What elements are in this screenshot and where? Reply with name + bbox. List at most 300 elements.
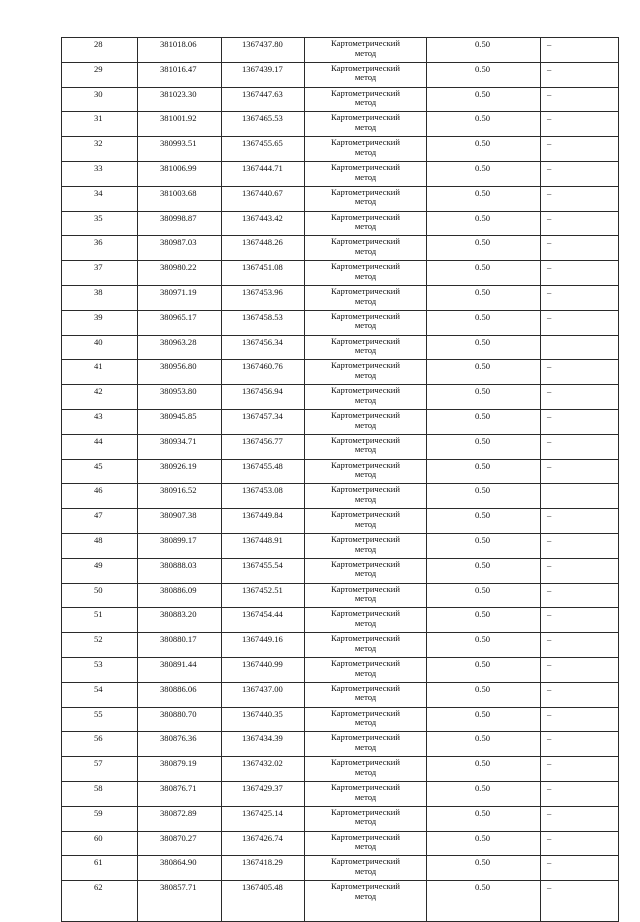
method-text-line: метод — [354, 97, 377, 108]
accuracy-cell: 0.50 — [427, 261, 541, 286]
y-coordinate-cell: 1367440.99 — [222, 657, 305, 682]
note-cell: – — [541, 137, 619, 162]
note-cell: – — [541, 707, 619, 732]
method-text-line: метод — [354, 493, 377, 504]
x-coordinate-cell: 381003.68 — [138, 186, 222, 211]
y-coordinate-cell: 1367455.65 — [222, 137, 305, 162]
note-cell: – — [541, 831, 619, 856]
method-text-line: Картометрический — [331, 831, 400, 842]
method-text-line: Картометрический — [331, 459, 400, 470]
point-number-cell: 60 — [62, 831, 138, 856]
x-coordinate-cell: 380916.52 — [138, 484, 222, 509]
x-coordinate-cell: 380876.71 — [138, 781, 222, 806]
y-coordinate-cell: 1367456.77 — [222, 434, 305, 459]
method-text-line: Картометрический — [331, 806, 400, 817]
method-cell — [305, 707, 427, 732]
table-row — [62, 186, 619, 211]
x-coordinate-cell: 380987.03 — [138, 236, 222, 261]
accuracy-cell: 0.50 — [427, 856, 541, 881]
note-cell: – — [541, 236, 619, 261]
method-text-line: Картометрический — [331, 62, 400, 73]
y-coordinate-cell: 1367458.53 — [222, 310, 305, 335]
method-cell — [305, 459, 427, 484]
accuracy-cell: 0.50 — [427, 608, 541, 633]
method-text-line: Картометрический — [331, 385, 400, 396]
method-text-line: метод — [354, 890, 377, 901]
table-row — [62, 87, 619, 112]
y-coordinate-cell: 1367460.76 — [222, 360, 305, 385]
y-coordinate-cell: 1367440.35 — [222, 707, 305, 732]
note-cell: – — [541, 657, 619, 682]
accuracy-cell: 0.50 — [427, 533, 541, 558]
accuracy-cell: 0.50 — [427, 87, 541, 112]
note-cell: – — [541, 310, 619, 335]
point-number-cell: 58 — [62, 781, 138, 806]
y-coordinate-cell: 1367448.26 — [222, 236, 305, 261]
accuracy-cell: 0.50 — [427, 360, 541, 385]
method-text-line: метод — [354, 568, 377, 579]
y-coordinate-cell: 1367440.67 — [222, 186, 305, 211]
method-text-line: Картометрический — [331, 261, 400, 272]
table-row — [62, 409, 619, 434]
table-row — [62, 310, 619, 335]
method-text-line: Картометрический — [331, 87, 400, 98]
x-coordinate-cell: 380879.19 — [138, 757, 222, 782]
method-text-line: метод — [354, 642, 377, 653]
table-row — [62, 112, 619, 137]
y-coordinate-cell: 1367453.96 — [222, 285, 305, 310]
method-text-line: Картометрический — [331, 484, 400, 495]
method-text-line: Картометрический — [331, 236, 400, 247]
method-cell — [305, 806, 427, 831]
accuracy-cell: 0.50 — [427, 62, 541, 87]
point-number-cell: 38 — [62, 285, 138, 310]
method-text-line: метод — [354, 146, 377, 157]
y-coordinate-cell: 1367457.34 — [222, 409, 305, 434]
method-cell — [305, 583, 427, 608]
y-coordinate-cell: 1367452.51 — [222, 583, 305, 608]
method-cell — [305, 434, 427, 459]
x-coordinate-cell: 380998.87 — [138, 211, 222, 236]
point-number-cell: 54 — [62, 682, 138, 707]
table-row — [62, 385, 619, 410]
method-text-line: Картометрический — [331, 137, 400, 148]
point-number-cell: 46 — [62, 484, 138, 509]
method-cell — [305, 38, 427, 63]
table-row — [62, 856, 619, 881]
method-text-line: метод — [354, 667, 377, 678]
y-coordinate-cell: 1367429.37 — [222, 781, 305, 806]
table-row — [62, 533, 619, 558]
table-row — [62, 633, 619, 658]
method-text-line: метод — [354, 121, 377, 132]
method-cell — [305, 608, 427, 633]
method-text-line: метод — [354, 171, 377, 182]
method-cell — [305, 831, 427, 856]
accuracy-cell: 0.50 — [427, 38, 541, 63]
point-number-cell: 37 — [62, 261, 138, 286]
method-text-line: метод — [354, 791, 377, 802]
x-coordinate-cell: 380886.09 — [138, 583, 222, 608]
accuracy-cell: 0.50 — [427, 161, 541, 186]
point-number-cell: 29 — [62, 62, 138, 87]
method-text-line: метод — [354, 469, 377, 480]
point-number-cell: 39 — [62, 310, 138, 335]
method-text-line: Картометрический — [331, 707, 400, 718]
method-text-line: метод — [354, 221, 377, 232]
note-cell: – — [541, 732, 619, 757]
method-cell — [305, 533, 427, 558]
note-cell: – — [541, 757, 619, 782]
method-text-line: Картометрический — [331, 657, 400, 668]
method-text-line: Картометрический — [331, 335, 400, 346]
method-cell — [305, 558, 427, 583]
method-text-line: Картометрический — [331, 434, 400, 445]
y-coordinate-cell: 1367439.17 — [222, 62, 305, 87]
coordinates-table — [61, 37, 619, 922]
point-number-cell: 34 — [62, 186, 138, 211]
method-cell — [305, 87, 427, 112]
x-coordinate-cell: 380945.85 — [138, 409, 222, 434]
note-cell: – — [541, 608, 619, 633]
method-text-line: метод — [354, 593, 377, 604]
note-cell: – — [541, 112, 619, 137]
point-number-cell: 49 — [62, 558, 138, 583]
method-text-line: метод — [354, 717, 377, 728]
y-coordinate-cell: 1367437.80 — [222, 38, 305, 63]
x-coordinate-cell: 380883.20 — [138, 608, 222, 633]
method-text-line: Картометрический — [331, 732, 400, 743]
note-cell: – — [541, 409, 619, 434]
method-text-line: метод — [354, 394, 377, 405]
method-cell — [305, 211, 427, 236]
y-coordinate-cell: 1367432.02 — [222, 757, 305, 782]
y-coordinate-cell: 1367405.48 — [222, 881, 305, 922]
method-cell — [305, 335, 427, 360]
method-text-line: метод — [354, 270, 377, 281]
x-coordinate-cell: 380926.19 — [138, 459, 222, 484]
point-number-cell: 51 — [62, 608, 138, 633]
method-cell — [305, 657, 427, 682]
accuracy-cell: 0.50 — [427, 459, 541, 484]
note-cell: – — [541, 87, 619, 112]
table-row — [62, 732, 619, 757]
table-row — [62, 484, 619, 509]
method-cell — [305, 509, 427, 534]
x-coordinate-cell: 380880.17 — [138, 633, 222, 658]
method-cell — [305, 682, 427, 707]
accuracy-cell: 0.50 — [427, 583, 541, 608]
method-text-line: Картометрический — [331, 38, 400, 48]
accuracy-cell: 0.50 — [427, 285, 541, 310]
y-coordinate-cell: 1367418.29 — [222, 856, 305, 881]
table-row — [62, 459, 619, 484]
method-cell — [305, 112, 427, 137]
method-text-line: метод — [354, 419, 377, 430]
table-row — [62, 831, 619, 856]
table-row — [62, 285, 619, 310]
table-row — [62, 806, 619, 831]
note-cell: – — [541, 533, 619, 558]
x-coordinate-cell: 380993.51 — [138, 137, 222, 162]
note-cell: – — [541, 459, 619, 484]
point-number-cell: 47 — [62, 509, 138, 534]
accuracy-cell: 0.50 — [427, 707, 541, 732]
table-row — [62, 62, 619, 87]
y-coordinate-cell: 1367425.14 — [222, 806, 305, 831]
method-text-line: Картометрический — [331, 608, 400, 619]
method-text-line: Картометрический — [331, 583, 400, 594]
method-cell — [305, 261, 427, 286]
note-cell — [541, 335, 619, 360]
method-cell — [305, 161, 427, 186]
note-cell: – — [541, 781, 619, 806]
note-cell: – — [541, 62, 619, 87]
y-coordinate-cell: 1367456.94 — [222, 385, 305, 410]
method-text-line: Картометрический — [331, 509, 400, 520]
method-text-line: метод — [354, 865, 377, 876]
accuracy-cell: 0.50 — [427, 657, 541, 682]
point-number-cell: 45 — [62, 459, 138, 484]
x-coordinate-cell: 380876.36 — [138, 732, 222, 757]
method-text-line: метод — [354, 47, 377, 58]
note-cell: – — [541, 38, 619, 63]
method-cell — [305, 385, 427, 410]
x-coordinate-cell: 381006.99 — [138, 161, 222, 186]
x-coordinate-cell: 380934.71 — [138, 434, 222, 459]
table-row — [62, 211, 619, 236]
x-coordinate-cell: 380886.06 — [138, 682, 222, 707]
point-number-cell: 53 — [62, 657, 138, 682]
note-cell: – — [541, 385, 619, 410]
method-text-line: Картометрический — [331, 781, 400, 792]
x-coordinate-cell: 380880.70 — [138, 707, 222, 732]
method-cell — [305, 484, 427, 509]
table-row — [62, 558, 619, 583]
accuracy-cell: 0.50 — [427, 335, 541, 360]
x-coordinate-cell: 380899.17 — [138, 533, 222, 558]
table-row — [62, 707, 619, 732]
y-coordinate-cell: 1367449.16 — [222, 633, 305, 658]
method-text-line: Картометрический — [331, 211, 400, 222]
note-cell: – — [541, 285, 619, 310]
y-coordinate-cell: 1367443.42 — [222, 211, 305, 236]
point-number-cell: 33 — [62, 161, 138, 186]
accuracy-cell: 0.50 — [427, 137, 541, 162]
table-row — [62, 236, 619, 261]
point-number-cell: 42 — [62, 385, 138, 410]
method-cell — [305, 409, 427, 434]
point-number-cell: 31 — [62, 112, 138, 137]
point-number-cell: 48 — [62, 533, 138, 558]
x-coordinate-cell: 380956.80 — [138, 360, 222, 385]
accuracy-cell: 0.50 — [427, 112, 541, 137]
accuracy-cell: 0.50 — [427, 682, 541, 707]
x-coordinate-cell: 380888.03 — [138, 558, 222, 583]
y-coordinate-cell: 1367456.34 — [222, 335, 305, 360]
point-number-cell: 57 — [62, 757, 138, 782]
method-text-line: метод — [354, 741, 377, 752]
accuracy-cell: 0.50 — [427, 409, 541, 434]
method-text-line: Картометрический — [331, 757, 400, 768]
method-text-line: Картометрический — [331, 161, 400, 172]
accuracy-cell: 0.50 — [427, 310, 541, 335]
point-number-cell: 30 — [62, 87, 138, 112]
note-cell: – — [541, 161, 619, 186]
y-coordinate-cell: 1367449.84 — [222, 509, 305, 534]
method-text-line: метод — [354, 196, 377, 207]
table-row — [62, 161, 619, 186]
point-number-cell: 52 — [62, 633, 138, 658]
y-coordinate-cell: 1367426.74 — [222, 831, 305, 856]
method-text-line: Картометрический — [331, 409, 400, 420]
point-number-cell: 61 — [62, 856, 138, 881]
x-coordinate-cell: 380907.38 — [138, 509, 222, 534]
note-cell: – — [541, 881, 619, 922]
y-coordinate-cell: 1367453.08 — [222, 484, 305, 509]
table-row — [62, 434, 619, 459]
x-coordinate-cell: 380953.80 — [138, 385, 222, 410]
table-row — [62, 583, 619, 608]
point-number-cell: 35 — [62, 211, 138, 236]
accuracy-cell: 0.50 — [427, 633, 541, 658]
method-text-line: метод — [354, 369, 377, 380]
x-coordinate-cell: 380857.71 — [138, 881, 222, 922]
table-row — [62, 781, 619, 806]
table-row — [62, 657, 619, 682]
method-text-line: метод — [354, 345, 377, 356]
table-row — [62, 608, 619, 633]
table-row — [62, 757, 619, 782]
point-number-cell: 43 — [62, 409, 138, 434]
accuracy-cell: 0.50 — [427, 186, 541, 211]
point-number-cell: 50 — [62, 583, 138, 608]
method-text-line: метод — [354, 543, 377, 554]
table-row — [62, 137, 619, 162]
table-row — [62, 509, 619, 534]
x-coordinate-cell: 380870.27 — [138, 831, 222, 856]
accuracy-cell: 0.50 — [427, 434, 541, 459]
method-text-line: метод — [354, 444, 377, 455]
method-cell — [305, 732, 427, 757]
point-number-cell: 40 — [62, 335, 138, 360]
coordinates-table-body — [62, 38, 619, 922]
note-cell: – — [541, 186, 619, 211]
y-coordinate-cell: 1367451.08 — [222, 261, 305, 286]
table-row — [62, 38, 619, 63]
x-coordinate-cell: 380980.22 — [138, 261, 222, 286]
x-coordinate-cell: 381018.06 — [138, 38, 222, 63]
accuracy-cell: 0.50 — [427, 757, 541, 782]
accuracy-cell: 0.50 — [427, 806, 541, 831]
point-number-cell: 62 — [62, 881, 138, 922]
method-text-line: Картометрический — [331, 360, 400, 371]
point-number-cell: 28 — [62, 38, 138, 63]
method-text-line: Картометрический — [331, 186, 400, 197]
accuracy-cell: 0.50 — [427, 236, 541, 261]
method-cell — [305, 781, 427, 806]
point-number-cell: 56 — [62, 732, 138, 757]
point-number-cell: 59 — [62, 806, 138, 831]
table-row — [62, 682, 619, 707]
y-coordinate-cell: 1367455.54 — [222, 558, 305, 583]
method-text-line: метод — [354, 320, 377, 331]
note-cell: – — [541, 856, 619, 881]
note-cell: – — [541, 509, 619, 534]
method-text-line: метод — [354, 617, 377, 628]
method-cell — [305, 137, 427, 162]
method-text-line: метод — [354, 295, 377, 306]
y-coordinate-cell: 1367444.71 — [222, 161, 305, 186]
method-text-line: Картометрический — [331, 285, 400, 296]
accuracy-cell: 0.50 — [427, 831, 541, 856]
method-cell — [305, 881, 427, 922]
note-cell: – — [541, 583, 619, 608]
note-cell: – — [541, 806, 619, 831]
note-cell: – — [541, 434, 619, 459]
method-cell — [305, 360, 427, 385]
accuracy-cell: 0.50 — [427, 732, 541, 757]
y-coordinate-cell: 1367437.00 — [222, 682, 305, 707]
y-coordinate-cell: 1367465.53 — [222, 112, 305, 137]
method-cell — [305, 310, 427, 335]
method-text-line: Картометрический — [331, 112, 400, 123]
table-row — [62, 261, 619, 286]
accuracy-cell: 0.50 — [427, 781, 541, 806]
x-coordinate-cell: 381023.30 — [138, 87, 222, 112]
accuracy-cell: 0.50 — [427, 509, 541, 534]
x-coordinate-cell: 380965.17 — [138, 310, 222, 335]
table-row — [62, 335, 619, 360]
y-coordinate-cell: 1367455.48 — [222, 459, 305, 484]
method-text-line: метод — [354, 692, 377, 703]
point-number-cell: 55 — [62, 707, 138, 732]
y-coordinate-cell: 1367434.39 — [222, 732, 305, 757]
method-cell — [305, 186, 427, 211]
method-text-line: Картометрический — [331, 310, 400, 321]
y-coordinate-cell: 1367448.91 — [222, 533, 305, 558]
method-text-line: метод — [354, 245, 377, 256]
x-coordinate-cell: 381001.92 — [138, 112, 222, 137]
note-cell: – — [541, 261, 619, 286]
point-number-cell: 44 — [62, 434, 138, 459]
accuracy-cell: 0.50 — [427, 211, 541, 236]
table-row — [62, 360, 619, 385]
y-coordinate-cell: 1367454.44 — [222, 608, 305, 633]
method-text-line: Картометрический — [331, 856, 400, 867]
method-text-line: Картометрический — [331, 558, 400, 569]
method-text-line: Картометрический — [331, 881, 400, 892]
accuracy-cell: 0.50 — [427, 558, 541, 583]
point-number-cell: 41 — [62, 360, 138, 385]
x-coordinate-cell: 380891.44 — [138, 657, 222, 682]
note-cell: – — [541, 211, 619, 236]
x-coordinate-cell: 380864.90 — [138, 856, 222, 881]
note-cell: – — [541, 558, 619, 583]
x-coordinate-cell: 380971.19 — [138, 285, 222, 310]
method-cell — [305, 236, 427, 261]
y-coordinate-cell: 1367447.63 — [222, 87, 305, 112]
method-text-line: метод — [354, 518, 377, 529]
method-text-line: Картометрический — [331, 533, 400, 544]
x-coordinate-cell: 381016.47 — [138, 62, 222, 87]
table-row — [62, 881, 619, 922]
x-coordinate-cell: 380872.89 — [138, 806, 222, 831]
document-page — [61, 37, 618, 922]
point-number-cell: 36 — [62, 236, 138, 261]
x-coordinate-cell: 380963.28 — [138, 335, 222, 360]
method-text-line: метод — [354, 841, 377, 852]
